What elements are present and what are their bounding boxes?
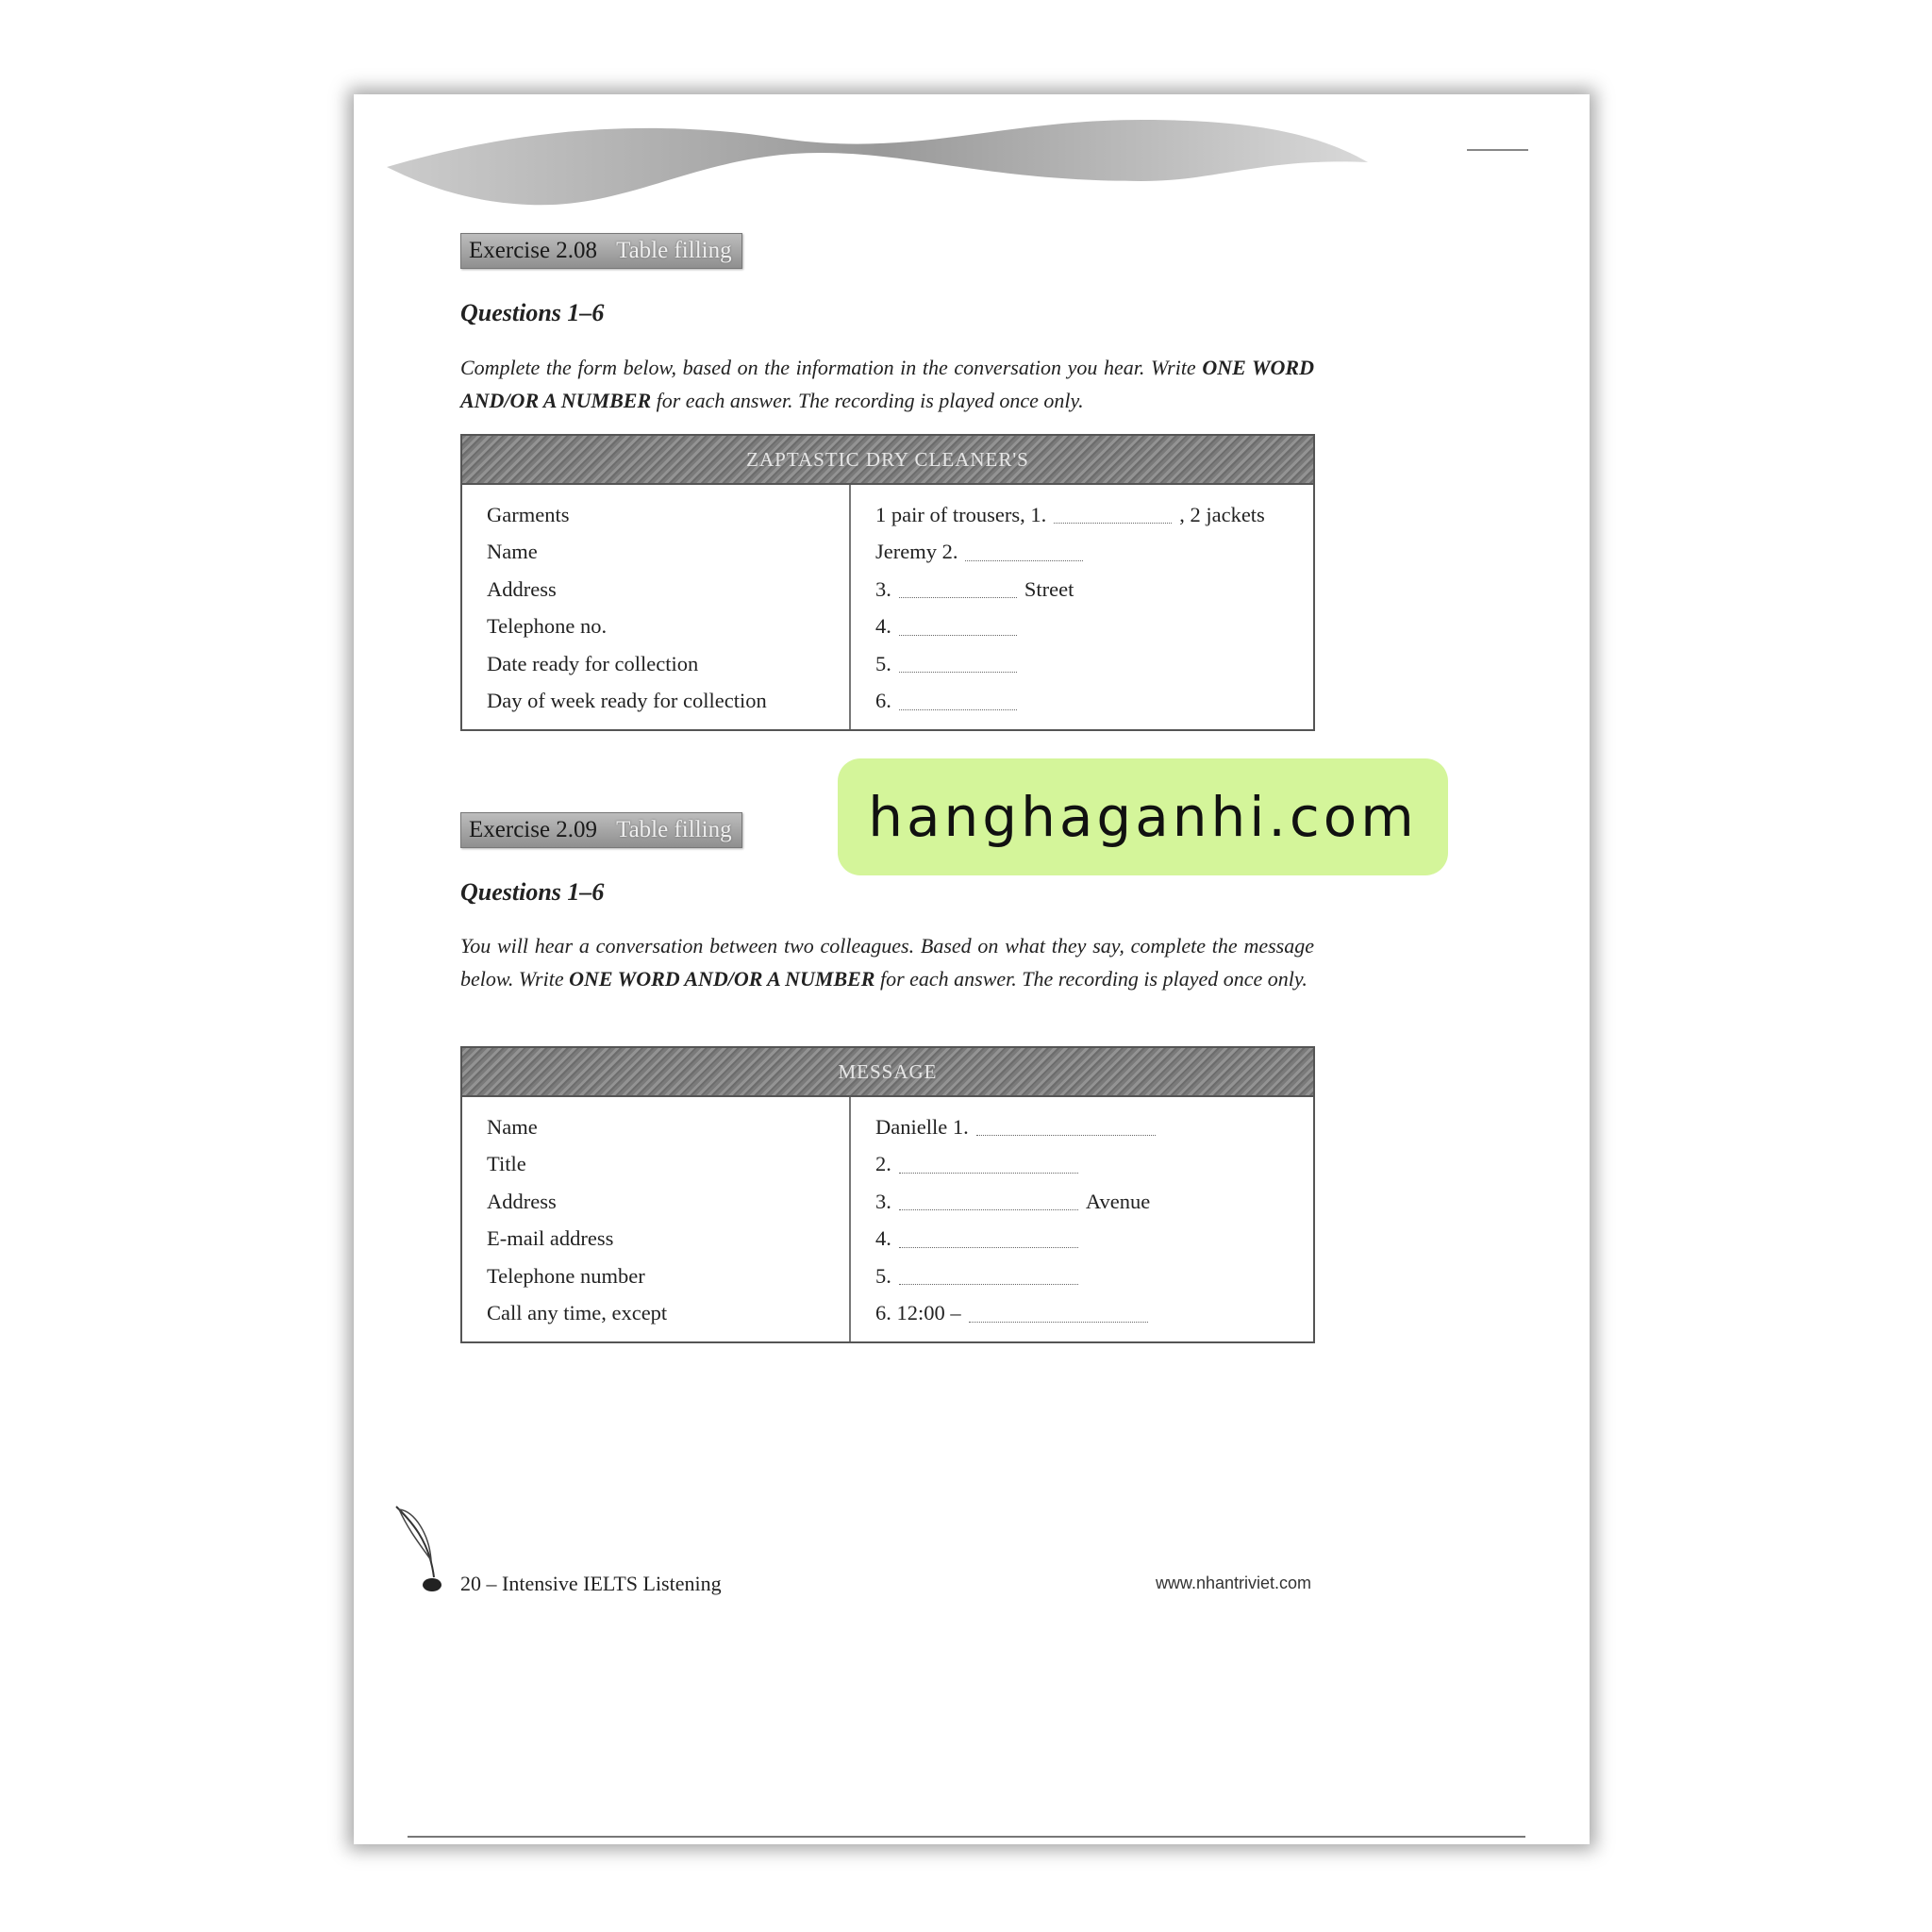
field-label: Address <box>487 576 557 601</box>
answer-blank[interactable] <box>899 618 1017 636</box>
answer-prefix: 3. <box>875 576 891 601</box>
form-title: ZAPTASTIC DRY CLEANER'S <box>462 436 1313 485</box>
form-table <box>460 1046 1315 1343</box>
field-label: Name <box>487 1114 538 1139</box>
answer-blank[interactable] <box>965 543 1083 561</box>
exercise-label <box>460 233 742 269</box>
answer-row <box>851 1146 1313 1184</box>
answer-prefix: 5. <box>875 1263 891 1288</box>
instructions-text: for each answer. The recording is played once only. <box>651 389 1084 412</box>
answer-blank[interactable] <box>899 1230 1078 1248</box>
instructions-bold: ONE WORD AND/OR A NUMBER <box>460 356 1314 412</box>
field-label: Title <box>487 1152 526 1176</box>
form-title: MESSAGE <box>462 1048 1313 1097</box>
exercise-number: Exercise 2.08 <box>469 238 598 263</box>
answer-prefix: Danielle 1. <box>875 1114 969 1139</box>
answer-row <box>851 1221 1313 1258</box>
exercise-label <box>460 812 742 848</box>
exercise-number: Exercise 2.09 <box>469 817 598 842</box>
bottom-rule <box>408 1836 1525 1838</box>
answer-blank[interactable] <box>976 1118 1156 1136</box>
decorative-banner <box>387 115 1377 209</box>
field-label: Day of week ready for collection <box>487 689 767 713</box>
answer-row <box>851 683 1313 721</box>
answer-prefix: 2. <box>875 1152 891 1176</box>
answer-blank[interactable] <box>1054 506 1172 524</box>
answer-row <box>851 608 1313 646</box>
instructions <box>460 351 1314 417</box>
answer-row <box>851 1295 1313 1333</box>
exercise-type: Table filling <box>616 238 732 263</box>
answer-suffix: Street <box>1024 576 1074 601</box>
answer-suffix: , 2 jackets <box>1179 502 1265 526</box>
answer-row <box>851 1257 1313 1295</box>
watermark-badge: hanghaganhi.com <box>838 758 1448 875</box>
answer-blank[interactable] <box>899 655 1017 673</box>
answer-blank[interactable] <box>899 692 1017 710</box>
page-footer-title: 20 – Intensive IELTS Listening <box>460 1572 722 1595</box>
quill-icon <box>391 1502 448 1596</box>
answer-suffix: Avenue <box>1085 1189 1151 1213</box>
answer-blank[interactable] <box>899 1267 1078 1285</box>
answer-prefix: 4. <box>875 1226 891 1251</box>
answer-blank[interactable] <box>969 1305 1148 1323</box>
answer-row <box>851 534 1313 572</box>
field-label: E-mail address <box>487 1226 614 1251</box>
field-label: Telephone no. <box>487 614 608 639</box>
top-rule <box>1467 149 1528 151</box>
instructions-text: for each answer. The recording is played once only. <box>874 967 1307 991</box>
instructions-text: You will hear a conversation between two colleagues. Based on what they say, complete the message below. Write <box>460 934 1314 991</box>
field-label: Name <box>487 540 538 564</box>
questions-heading: Questions 1–6 <box>460 299 605 326</box>
answer-prefix: 1 pair of trousers, 1. <box>875 502 1047 526</box>
field-label: Date ready for collection <box>487 651 699 675</box>
answer-blank[interactable] <box>899 1156 1078 1174</box>
questions-heading: Questions 1–6 <box>460 878 605 906</box>
instructions <box>460 929 1314 995</box>
answer-prefix: 4. <box>875 614 891 639</box>
field-label: Call any time, except <box>487 1301 668 1325</box>
field-label: Garments <box>487 502 570 526</box>
answer-row <box>851 1108 1313 1146</box>
instructions-text: Complete the form below, based on the information in the conversation you hear. Write <box>460 356 1203 379</box>
exercise-type: Table filling <box>616 817 732 842</box>
answer-prefix: 6. <box>875 689 891 713</box>
answer-row <box>851 571 1313 608</box>
answer-prefix: 6. 12:00 – <box>875 1301 961 1325</box>
answer-prefix: Jeremy 2. <box>875 540 958 564</box>
answer-row <box>851 645 1313 683</box>
answer-row <box>851 1183 1313 1221</box>
footer-url[interactable]: www.nhantriviet.com <box>1155 1574 1311 1592</box>
answer-row <box>851 496 1313 534</box>
instructions-bold: ONE WORD AND/OR A NUMBER <box>569 967 875 991</box>
field-label: Address <box>487 1189 557 1213</box>
field-label: Telephone number <box>487 1263 645 1288</box>
answer-prefix: 3. <box>875 1189 891 1213</box>
form-table <box>460 434 1315 731</box>
answer-blank[interactable] <box>899 1192 1078 1210</box>
answer-blank[interactable] <box>899 580 1017 598</box>
answer-prefix: 5. <box>875 651 891 675</box>
